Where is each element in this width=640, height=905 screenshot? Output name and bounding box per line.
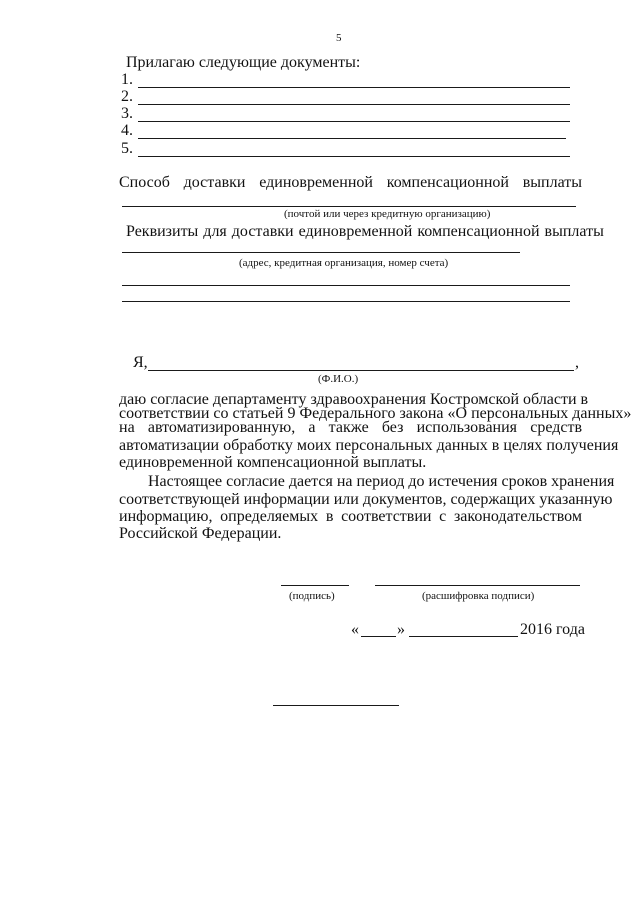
fio-line — [148, 370, 574, 371]
signature-decode-hint: (расшифровка подписи) — [422, 590, 535, 602]
delivery-line — [122, 206, 576, 207]
period-line-3: информацию, определяемых в соответствии с законодательством — [119, 508, 582, 525]
page-number: 5 — [336, 32, 342, 44]
attachment-label-3: 3. — [121, 105, 133, 122]
requisites-line-3 — [122, 301, 570, 302]
consent-line-4: автоматизации обработку моих персональных данных в целях получения — [119, 437, 619, 454]
requisites-hint: (адрес, кредитная организация, номер счета) — [239, 257, 449, 269]
attachments-heading: Прилагаю следующие документы: — [126, 54, 361, 71]
delivery-word: единовременной — [259, 174, 373, 191]
consent-i-label: Я, — [133, 354, 148, 371]
signature-line — [281, 585, 349, 586]
date-month-line — [409, 636, 518, 637]
consent-line-5: единовременной компенсационной выплаты. — [119, 454, 427, 471]
date-year: 2016 года — [520, 621, 585, 638]
delivery-word: компенсационной — [386, 174, 509, 191]
attachment-label-4: 4. — [121, 122, 133, 139]
attachment-label-2: 2. — [121, 88, 133, 105]
delivery-word: Способ — [119, 174, 170, 191]
delivery-word: выплаты — [522, 174, 582, 191]
requisites-label: Реквизиты для доставки единовременной компенсационной выплаты — [126, 223, 604, 240]
signature-hint: (подпись) — [289, 590, 335, 602]
attachment-line-4 — [138, 138, 566, 139]
fio-hint: (Ф.И.О.) — [318, 373, 359, 385]
consent-line-2: соответствии со статьей 9 Федерального закона «О персональных данных» — [119, 405, 632, 422]
signature-decode-line — [375, 585, 580, 586]
period-line-4: Российской Федерации. — [119, 525, 282, 542]
date-open-quote: « — [351, 621, 359, 638]
attachment-line-5 — [138, 156, 570, 157]
date-close-quote: » — [397, 621, 405, 638]
delivery-word: доставки — [183, 174, 246, 191]
period-line-1: Настоящее согласие дается на период до истечения сроков хранения — [148, 473, 615, 490]
delivery-label — [119, 174, 582, 192]
requisites-line-1 — [122, 252, 520, 253]
attachment-line-2 — [138, 104, 570, 105]
attachment-line-3 — [138, 121, 570, 122]
bottom-line — [273, 705, 399, 706]
consent-line-1: даю согласие департаменту здравоохранения Костромской области в — [119, 391, 589, 408]
requisites-line-2 — [122, 285, 570, 286]
period-line-2: соответствующей информации или документов, содержащих указанную — [119, 491, 613, 508]
attachment-line-1 — [138, 87, 570, 88]
date-day-line — [361, 636, 396, 637]
attachment-label-5: 5. — [121, 140, 133, 157]
delivery-hint: (почтой или через кредитную организацию) — [284, 208, 491, 220]
attachment-label-1: 1. — [121, 71, 133, 88]
consent-line-3: на автоматизированную, а также без использования средств — [119, 419, 582, 436]
fio-comma: , — [575, 354, 579, 371]
